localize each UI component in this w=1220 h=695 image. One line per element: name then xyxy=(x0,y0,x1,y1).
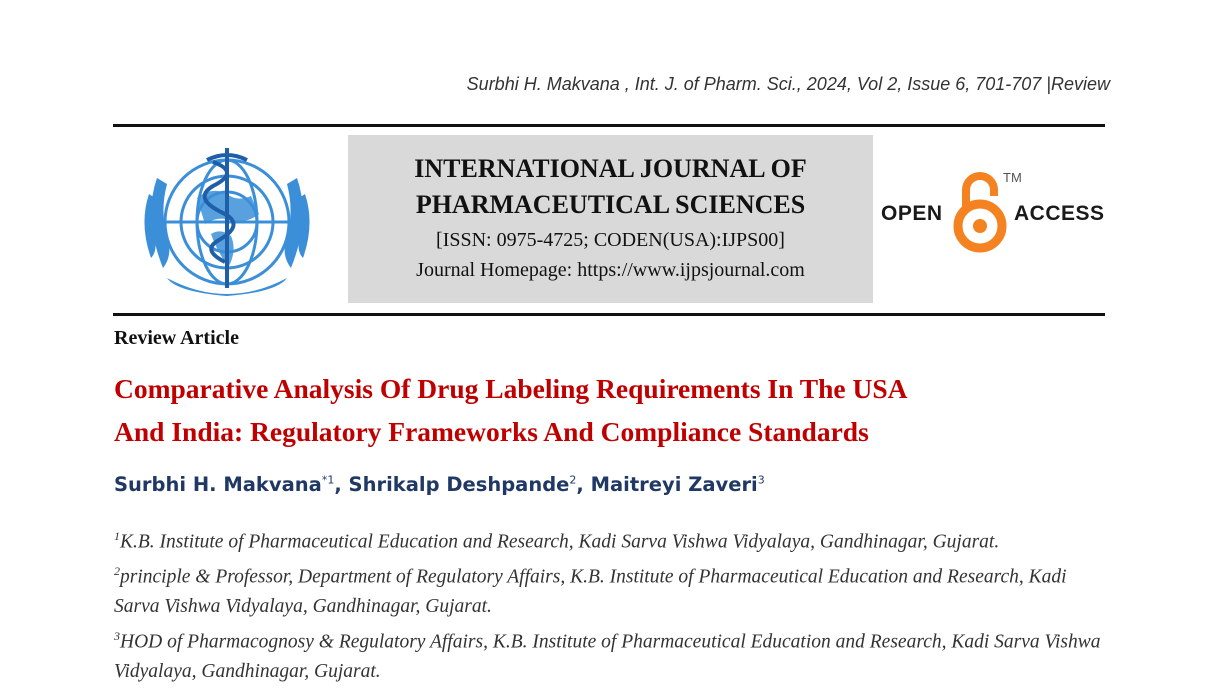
article-type: Review Article xyxy=(114,327,239,349)
journal-homepage: Journal Homepage: https://www.ijpsjournal.com xyxy=(416,259,805,281)
open-access-lock-icon xyxy=(952,166,1008,254)
journal-name-line2: PHARMACEUTICAL SCIENCES xyxy=(415,190,806,219)
author-name: Shrikalp Deshpande xyxy=(348,473,570,496)
journal-name-line1: INTERNATIONAL JOURNAL OF xyxy=(414,154,807,183)
header-rule-bottom xyxy=(113,313,1105,316)
journal-emblem-icon xyxy=(127,138,327,308)
affiliation-number: 1 xyxy=(114,529,120,543)
author-separator: , xyxy=(576,473,591,496)
author-affiliation-mark: *1 xyxy=(321,473,335,487)
affiliation-item xyxy=(114,622,1109,687)
affiliation-number: 3 xyxy=(114,628,120,643)
running-head: Surbhi H. Makvana , Int. J. of Pharm. Sci., 2024, Vol 2, Issue 6, 701-707 |Review xyxy=(466,74,1110,94)
article-title xyxy=(114,367,1104,453)
affiliation-text: K.B. Institute of Pharmaceutical Education and Research, Kadi Sarva Vishwa Vidyalaya, Gandhinagar, Gujarat. xyxy=(120,531,1000,553)
author-separator: , xyxy=(334,473,349,496)
author-affiliation-mark: 2 xyxy=(569,473,577,487)
affiliation-item xyxy=(114,522,1109,557)
affiliation-text: HOD of Pharmacognosy & Regulatory Affairs, K.B. Institute of Pharmaceutical Education and Research, Kadi Sarva Vishwa Vidyalaya, Gandhinagar, Gujarat. xyxy=(114,631,1101,682)
journal-issn: [ISSN: 0975-4725; CODEN(USA):IJPS00] xyxy=(436,229,785,251)
author-name: Surbhi H. Makvana xyxy=(114,473,322,496)
journal-masthead xyxy=(348,135,873,303)
affiliation-item xyxy=(114,557,1109,622)
author-affiliation-mark: 3 xyxy=(757,473,765,487)
affiliation-list xyxy=(114,522,1109,686)
article-title-line1: Comparative Analysis Of Drug Labeling Requirements In The USA xyxy=(114,373,908,404)
article-title-line2: And India: Regulatory Frameworks And Compliance Standards xyxy=(114,416,869,447)
author-list xyxy=(114,473,765,496)
affiliation-number: 2 xyxy=(114,564,120,578)
author-name: Maitreyi Zaveri xyxy=(590,473,758,496)
open-access-label-open: OPEN xyxy=(881,202,943,225)
header-rule-top xyxy=(113,124,1105,127)
open-access-tm: TM xyxy=(1003,170,1022,185)
open-access-label-access: ACCESS xyxy=(1014,202,1105,225)
affiliation-text: principle & Professor, Department of Regulatory Affairs, K.B. Institute of Pharmaceutical Education and Research, Kadi Sarva Vishwa Vidyalaya, Gandhinagar, Gujarat. xyxy=(114,566,1067,617)
